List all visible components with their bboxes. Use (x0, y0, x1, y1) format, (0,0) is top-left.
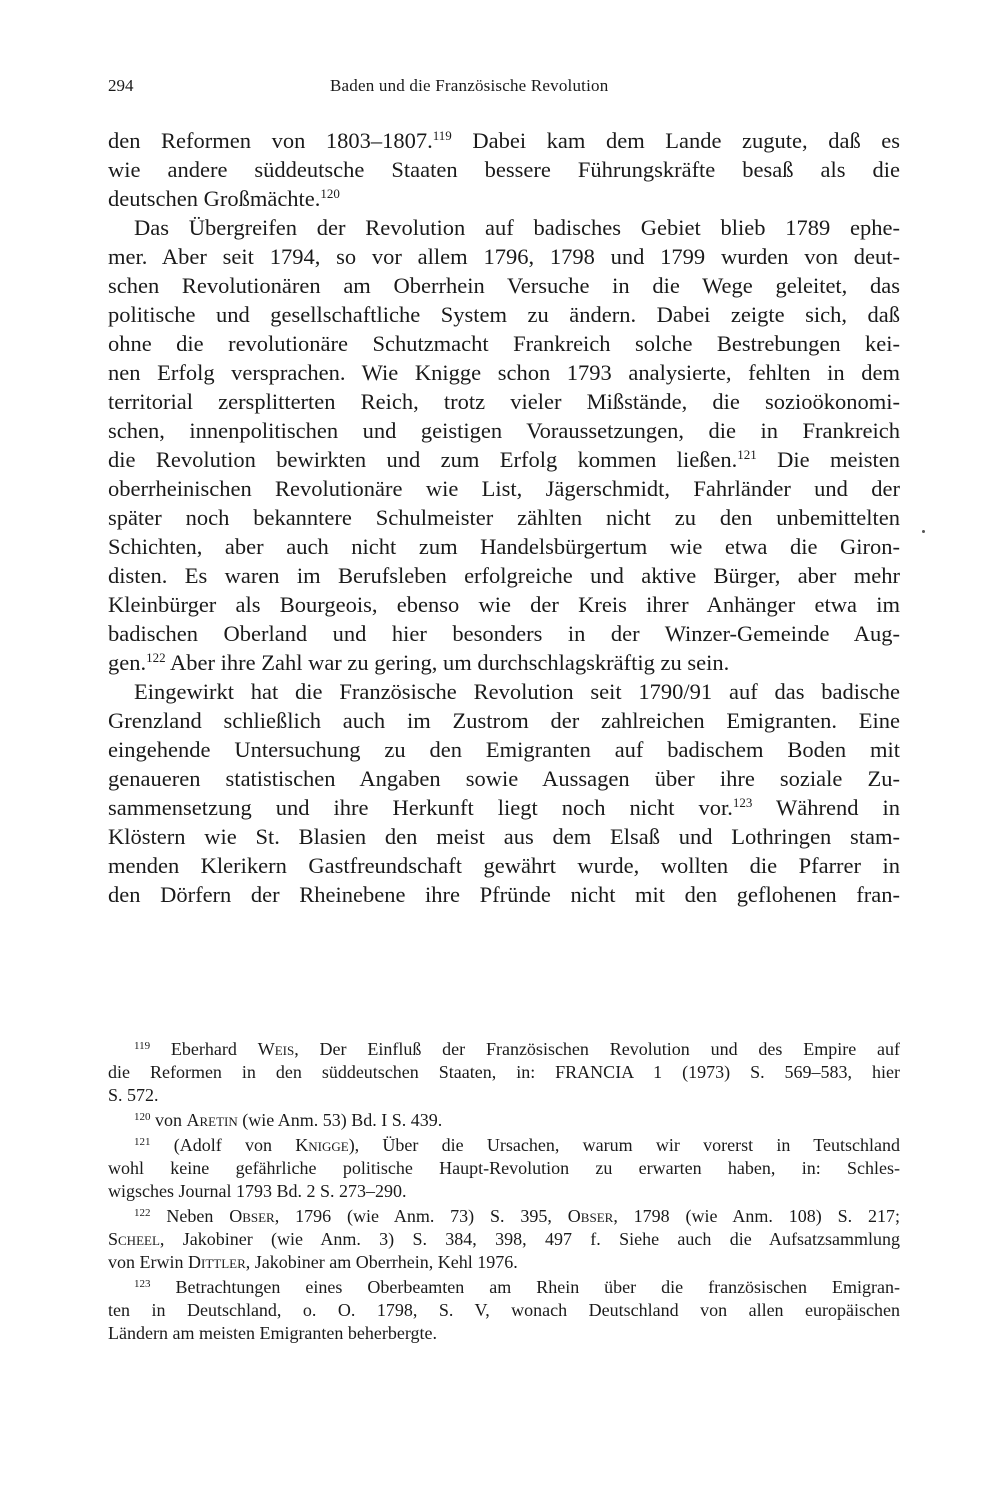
footnote-line: wohl keine gefährliche politische Haupt-Revolution zu erwarten haben, in: Schles- (108, 1158, 900, 1178)
footnote-ref: 120 (320, 186, 340, 201)
text-line: badischen Oberland und hier besonders in der Winzer-Gemeinde Aug- (108, 621, 900, 646)
footnote-ref: 122 (146, 650, 166, 665)
footnote-ref: 121 (737, 447, 757, 462)
scan-speck (922, 530, 925, 533)
text-line: Kleinbürger als Bourgeois, ebenso wie der Kreis ihrer Anhänger etwa im (108, 592, 900, 617)
text-line: nen Erfolg versprachen. Wie Knigge schon 1793 analysierte, fehlten in dem (108, 360, 900, 385)
text-line: Schichten, aber auch nicht zum Handelsbürgertum wie etwa die Giron- (108, 534, 900, 559)
footnote-line: $^{120}$ von Aretin (wie Anm. 53) Bd. I S. 439. (134, 1110, 443, 1130)
footnote-line: Ländern am meisten Emigranten beherbergte. (108, 1323, 438, 1343)
footnote-number: 119 (134, 1040, 151, 1052)
footnote-119 (108, 1038, 900, 1107)
text-line: Grenzland schließlich auch im Zustrom der zahlreichen Emigranten. Eine (108, 708, 900, 733)
paragraph-start: Eingewirkt hat die Französische Revolution seit 1790/91 auf das badische (134, 679, 900, 704)
footnote-number: 121 (134, 1136, 151, 1148)
footnote-123 (108, 1276, 900, 1345)
footnote-number: 123 (134, 1278, 151, 1290)
text-line: mer. Aber seit 1794, so vor allem 1796, 1798 und 1799 wurden von deut- (108, 244, 900, 269)
footnote-number: 120 (134, 1111, 151, 1123)
text-line: eingehende Untersuchung zu den Emigranten auf badischem Boden mit (108, 737, 900, 762)
text-line: wie andere süddeutsche Staaten bessere Führungskräfte besaß als die (108, 157, 900, 182)
footnote-line: Scheel, Jakobiner (wie Anm. 3) S. 384, 398, 497 f. Siehe auch die Aufsatzsammlung (108, 1229, 900, 1249)
footnote-line: S. 572. (108, 1085, 159, 1105)
text-line: den Reformen von 1803–1807.$^{119}$ Dabei kam dem Lande zugute, daß es (108, 128, 900, 153)
footnote-line: $^{123}$ Betrachtungen eines Oberbeamten am Rhein über die französischen Emigran- (134, 1277, 900, 1297)
text-line: menden Klerikern Gastfreundschaft gewährt wurde, wollten die Pfarrer in (108, 853, 900, 878)
text-line: oberrheinischen Revolutionäre wie List, Jägerschmidt, Fahrländer und der (108, 476, 900, 501)
page-header (108, 76, 900, 100)
footnote-line: von Erwin Dittler, Jakobiner am Oberrhein, Kehl 1976. (108, 1252, 518, 1272)
text-line: territorial zersplitterten Reich, trotz vieler Mißstände, die sozioökonomi- (108, 389, 900, 414)
footnote-ref: 123 (732, 795, 753, 810)
text-line: sammensetzung und ihre Herkunft liegt noch nicht vor.$^{123}$ Während in (108, 795, 900, 820)
footnote-number: 122 (134, 1207, 151, 1219)
footnote-line: wigsches Journal 1793 Bd. 2 S. 273–290. (108, 1181, 407, 1201)
footnote-line: ten in Deutschland, o. O. 1798, S. V, wonach Deutschland von allen europäischen (108, 1300, 900, 1320)
text-line: den Dörfern der Rheinebene ihre Pfründe nicht mit den geflohenen fran- (108, 882, 900, 907)
text-line: politische und gesellschaftliche System zu ändern. Dabei zeigte sich, daß (108, 302, 900, 327)
running-title: Baden und die Französische Revolution (330, 76, 609, 95)
footnote-122 (108, 1205, 900, 1274)
text-line: gen.$^{122}$ Aber ihre Zahl war zu gering, um durchschlagskräftig zu sein. (108, 650, 730, 675)
footnote-line: die Reformen in den süddeutschen Staaten, in: FRANCIA 1 (1973) S. 569–583, hier (108, 1062, 900, 1082)
footnotes (108, 1038, 900, 1345)
text-line: schen, innenpolitischen und geistigen Voraussetzungen, die in Frankreich (108, 418, 900, 443)
paragraph-start: Das Übergreifen der Revolution auf badisches Gebiet blieb 1789 ephe- (134, 215, 900, 240)
footnote-line: $^{119}$ Eberhard Weis, Der Einfluß der Französischen Revolution und des Empire auf (134, 1039, 900, 1059)
text-line: deutschen Großmächte.$^{120}$ (108, 186, 340, 211)
text-line: Klöstern wie St. Blasien den meist aus dem Elsaß und Lothringen stam- (108, 824, 900, 849)
page-number: 294 (108, 76, 134, 95)
text-line: genaueren statistischen Angaben sowie Aussagen über ihre soziale Zu- (108, 766, 900, 791)
text-line: ohne die revolutionäre Schutzmacht Frankreich solche Bestrebungen kei- (108, 331, 900, 356)
footnote-line: $^{121}$ (Adolf von Knigge), Über die Ursachen, warum wir vorerst in Teutschland (134, 1135, 900, 1155)
text-line: disten. Es waren im Berufsleben erfolgreiche und aktive Bürger, aber mehr (108, 563, 900, 588)
text-line: später noch bekanntere Schulmeister zählten nicht zu den unbemittelten (108, 505, 900, 530)
body-text (108, 126, 900, 909)
footnote-121 (108, 1134, 900, 1203)
footnote-ref: 119 (432, 128, 452, 143)
text-line: schen Revolutionären am Oberrhein Versuche in die Wege geleitet, das (108, 273, 900, 298)
footnote-line: $^{122}$ Neben Obser, 1796 (wie Anm. 73) S. 395, Obser, 1798 (wie Anm. 108) S. 217; (134, 1206, 901, 1226)
text-line: die Revolution bewirkten und zum Erfolg kommen ließen.$^{121}$ Die meisten (108, 447, 900, 472)
footnote-120 (108, 1109, 900, 1132)
